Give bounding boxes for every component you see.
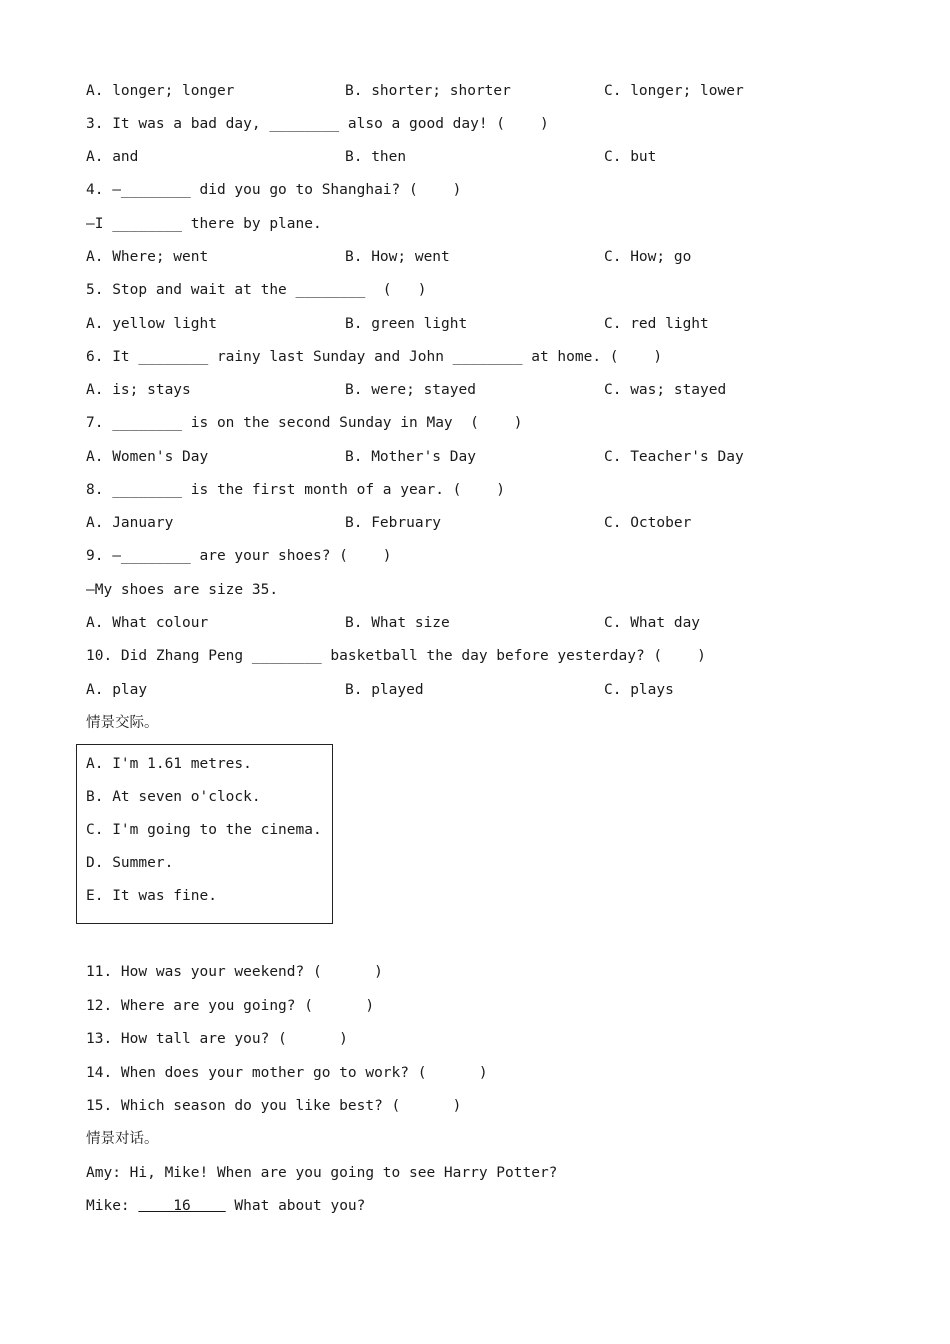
dialog-mike-rest: What about you? — [225, 1198, 366, 1214]
q11-question: 11. How was your weekend? ( ) — [86, 964, 383, 980]
q6-option-a: A. is; stays — [86, 382, 191, 398]
q9-option-a: A. What colour — [86, 615, 209, 631]
dialog-mike-line — [86, 1196, 365, 1216]
q7-option-a: A. Women's Day — [86, 449, 209, 465]
q2-option-b: B. shorter; shorter — [345, 83, 511, 99]
q3-option-b: B. then — [345, 149, 407, 165]
q10-option-a: A. play — [86, 682, 148, 698]
q14-question: 14. When does your mother go to work? ( ) — [86, 1065, 488, 1081]
q12-question: 12. Where are you going? ( ) — [86, 998, 375, 1014]
q7-question: 7. ________ is on the second Sunday in May ( ) — [86, 415, 523, 431]
box-option-a: A. I'm 1.61 metres. — [86, 756, 252, 772]
q3-option-c: C. but — [604, 149, 657, 165]
blank-16: 16 — [138, 1198, 226, 1214]
box-option-b: B. At seven o'clock. — [86, 789, 261, 805]
q6-option-b: B. were; stayed — [345, 382, 476, 398]
q9-question: 9. —________ are your shoes? ( ) — [86, 548, 392, 564]
q9-option-b: B. What size — [345, 615, 450, 631]
q13-question: 13. How tall are you? ( ) — [86, 1031, 348, 1047]
q9-option-c: C. What day — [604, 615, 701, 631]
q4-question: 4. —________ did you go to Shanghai? ( ) — [86, 182, 462, 198]
q3-question: 3. It was a bad day, ________ also a good day! ( ) — [86, 116, 549, 132]
q6-option-c: C. was; stayed — [604, 382, 727, 398]
q7-option-c: C. Teacher's Day — [604, 449, 744, 465]
box-option-c: C. I'm going to the cinema. — [86, 822, 322, 838]
dialog-mike-label: Mike: — [86, 1198, 139, 1214]
q9-answer-line: —My shoes are size 35. — [86, 582, 279, 598]
q6-question: 6. It ________ rainy last Sunday and John ________ at home. ( ) — [86, 349, 663, 365]
q7-option-b: B. Mother's Day — [345, 449, 476, 465]
q5-option-c: C. red light — [604, 316, 709, 332]
q5-question: 5. Stop and wait at the ________ ( ) — [86, 282, 427, 298]
box-option-d: D. Summer. — [86, 855, 174, 871]
q8-question: 8. ________ is the first month of a year. ( ) — [86, 482, 506, 498]
q5-option-b: B. green light — [345, 316, 468, 332]
q15-question: 15. Which season do you like best? ( ) — [86, 1098, 462, 1114]
box-option-e: E. It was fine. — [86, 888, 217, 904]
dialog-amy-line: Amy: Hi, Mike! When are you going to see Harry Potter? — [86, 1165, 558, 1181]
q8-option-c: C. October — [604, 515, 692, 531]
q3-option-a: A. and — [86, 149, 139, 165]
section-title-dialogue: 情景对话。 — [86, 1131, 159, 1147]
q5-option-a: A. yellow light — [86, 316, 217, 332]
q8-option-a: A. January — [86, 515, 174, 531]
q10-option-b: B. played — [345, 682, 424, 698]
q8-option-b: B. February — [345, 515, 442, 531]
q10-option-c: C. plays — [604, 682, 674, 698]
q10-question: 10. Did Zhang Peng ________ basketball the day before yesterday? ( ) — [86, 648, 706, 664]
q4-option-c: C. How; go — [604, 249, 692, 265]
q4-answer-line: —I ________ there by plane. — [86, 216, 322, 232]
q4-option-a: A. Where; went — [86, 249, 209, 265]
q2-option-c: C. longer; lower — [604, 83, 744, 99]
section-title-situational: 情景交际。 — [86, 715, 159, 731]
q4-option-b: B. How; went — [345, 249, 450, 265]
q2-option-a: A. longer; longer — [86, 83, 235, 99]
